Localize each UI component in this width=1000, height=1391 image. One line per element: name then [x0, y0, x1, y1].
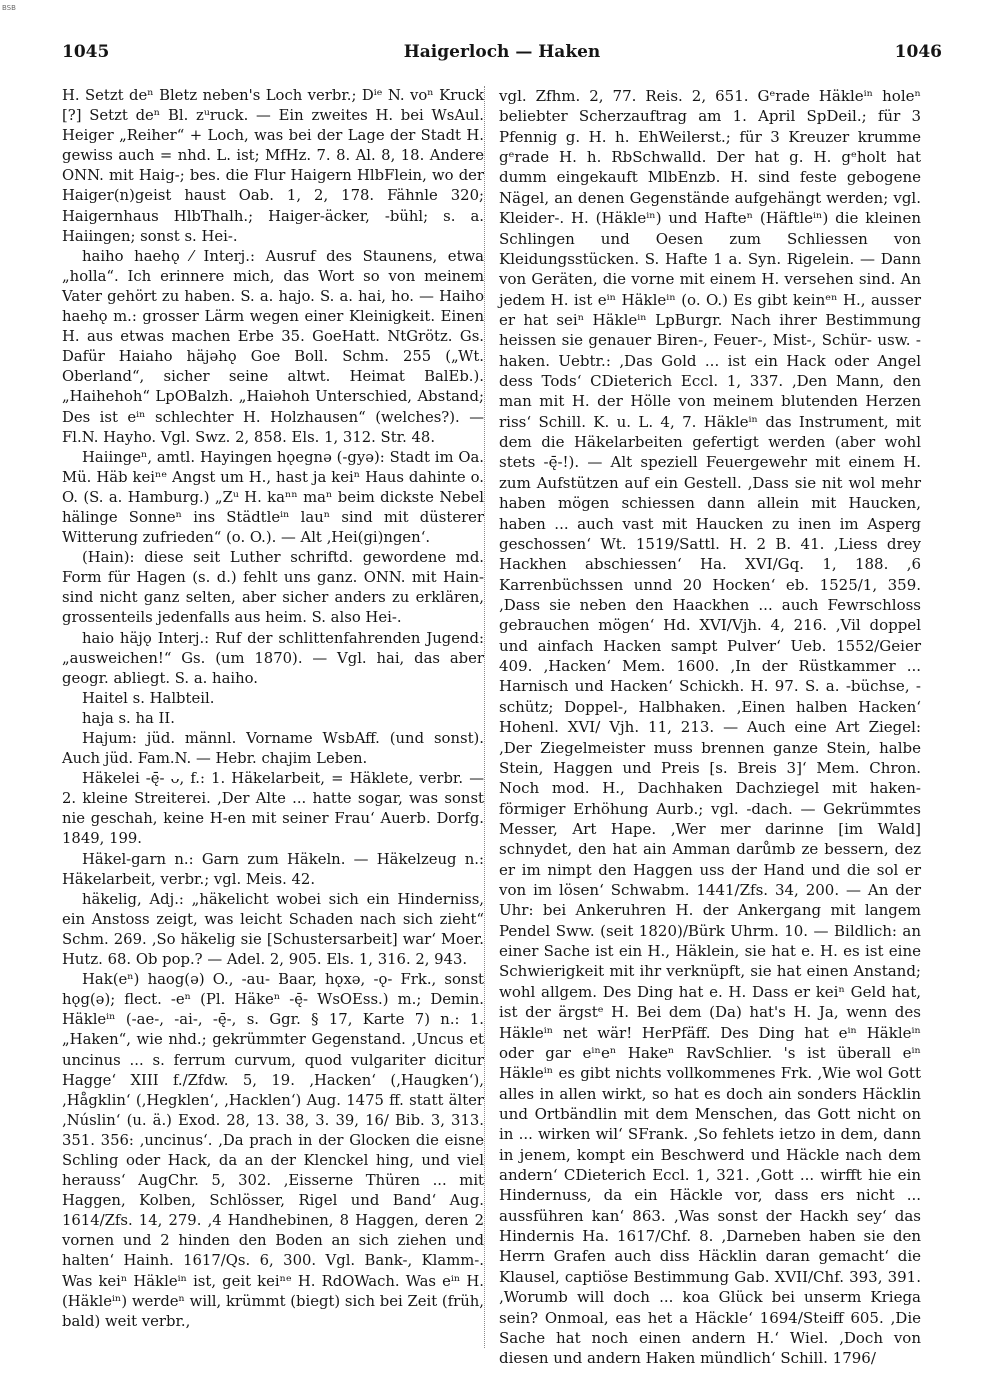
- entry-haiingen: Haiingeⁿ, amtl. Hayingen hǫegnə (-gyə): Stadt im Oa. Mü. Häb keiⁿᵉ Angst um H., hast ja keiⁿ Haus dahinte o. O. (S. a. Hamburg.) „Zᵘ H. kaⁿⁿ maⁿ beim dickste Nebel hälinge Sonneⁿ ins Städtleⁱⁿ lauⁿ sind mit düsterer Witterung zufrieden“ (o. O.). — Alt ‚Hei(gi)ngen‘.: [62, 448, 484, 547]
- entry-haitel: Haitel s. Halbteil.: [82, 689, 215, 707]
- continued-paragraph: vgl. Zfhm. 2, 77. Reis. 2, 651. Gᵉrade Häkleⁱⁿ holeⁿ beliebter Scherzauftrag am 1. April SpDeil.; für 3 Pfennig g. H. h. EhWeilerst.; für 3 Kreuzer krumme gᵉrade H. h. RbSchwalld. Der hat g. H. gᵉholt hat dumm eingekauft MlbEnzb. H. sind feste gebogene Nägel, an denen Gegenstände aufgehängt werden; vgl. Kleider-. H. (Häkleⁱⁿ) und Hafteⁿ (Häftleⁱⁿ) die kleinen Schlingen und Oesen zum Schliessen von Kleidungsstücken. S. Hafte 1 a. Syn. Rigelein. — Dann von Geräten, die vorne mit einem H. versehen sind. An jedem H. ist eⁱⁿ Häkleⁱⁿ (o. O.) Es gibt keinᵉⁿ H., ausser er hat seiⁿ Häkleⁱⁿ LpBurgr. Nach ihrer Bestimmung heissen sie genauer Biren-, Feuer-, Mist-, Schür- usw. -haken. Uebtr.: ‚Das Gold ... ist ein Hack oder Angel dess Tods‘ CDieterich Eccl. 1, 337. ‚Den Mann, den man mit H. der Hölle von meinem blutenden Herzen riss‘ Schill. K. u. L. 4, 7. Häkleⁱⁿ das Instrument, mit dem die Häkelarbeiten gefertigt werden (aber wohl stets -ę̄-!). — Alt speziell Feuergewehr mit einem H. zum Aufstützen auf ein Gestell. ‚Dass sie nit wol mehr haben mögen schiessen dann allein mit Haucken, haben ... auch vast mit Haucken zu inen im Asperg geschossen‘ Wt. 1519/Sattl. H. 2 B. 41. ‚Liess drey Hackhen abschiessen‘ Ha. XVI/Gq. 1, 188. ‚6 Karrenbüchssen unnd 20 Hocken‘ eb. 1525/1, 359. ‚Dass sie neben den Haackhen ... auch Fewrschloss gebrauchen mögen‘ Hd. XVI/Vjh. 4, 216. ‚Vil doppel und ainfach Hacken sampt Pulver‘ Ueb. 1552/Geier 409. ‚Hacken‘ Mem. 1600. ‚In der Rüstkammer ... Harnisch und Hacken‘ Schickh. H. 97. S. a. -büchse, -schütz; Doppel-, Halbhaken. ‚Einen halben Hacken‘ Hohenl. XVI/ Vjh. 11, 213. — Auch eine Art Ziegel: ‚Der Ziegelmeister muss brennen ganze Stein, halbe Stein, Haggen und Preis [s. Breis 3]‘ Mem. Chron. Noch mod. H., Dachhaken Dachziegel mit haken-förmiger Erhöhung Aurb.; vgl. -dach. — Gekrümmtes Messer, Art Hape. ‚Wer mer darinne [im Wald] schnydet, den hat ain Amman darůmb ze bessern, dez er im nimpt den Haggen uss der Hand und die sol er von im lösen‘ Schwabm. 1441/Zfs. 34, 200. — An der Uhr: bei Ankeruhren H. der Ankergang mit langem Pendel Sww. (seit 1820)/Bürk Uhrm. 10. — Bildlich: an einer Sache ist ein H., Häklein, sie hat e. H. es ist eine Schwierigkeit mit ihr verknüpft, sie hat einen Anstand; wohl allgem. Des Ding hat e. H. Dass er keiⁿ Geld hat, ist der ärgstᵉ H. Bei dem (Da) hat's H. Ja, wenn des Häkleⁱⁿ net wär! HerPfäff. Des Ding hat eⁱⁿ Häkleⁱⁿ oder gar eⁱⁿeⁿ Hakeⁿ RavSchlier. 's ist überall eⁱⁿ Häkleⁱⁿ es gibt nichts vollkommenes Frk. ‚Wie wol Gott alles in allen wirkt, so hat es doch ain sonders Häcklin und Ortbändlin mit dem Menschen, das Gott nicht on in ... wirken wil‘ SFrank. ‚So fehlets ietzo in dem, dann in jenem, kompt ein Beschwerd und Häckle nach dem andern‘ CDieterich Eccl. 1, 321. ‚Gott ... wirfft hie ein Hindernuss, da ein Häckle vor, dass ers nicht ... aussführen kan‘ 863. ‚Was sonst der Hackh sey‘ das Hindernis Ha. 1617/Chf. 8. ‚Darneben haben sie den Herrn Grafen auch diss Häcklin daran gemacht‘ die Klausel, captiöse Bestimmung Gab. XVII/Chf. 393, 391. ‚Worumb will doch ... koa Glück bei unserm Kriega sein? Onmoal, eas het a Häckle‘ 1694/Steiff 605. ‚Die Sache hat noch einen andern H.‘ Wiel. ‚Doch von diesen und andern Haken mündlich‘ Schill. 1796/: [499, 87, 921, 1368]
- library-stamp: BSB: [2, 4, 16, 12]
- entry-haja: haja s. ha II.: [82, 709, 175, 727]
- entry-haekel-garn: Häkel-garn n.: Garn zum Häkeln. — Häkelzeug n.: Häkelarbeit, verbr.; vgl. Meis. 42.: [62, 850, 484, 888]
- entry-hain: (Hain): diese seit Luther schriftd. gewordene md. Form für Hagen (s. d.) fehlt uns ganz. ONN. mit Hain- sind nicht ganz selten, aber sicher anders zu erklären, grossenteils jedenfalls aus heim. S. also Hei-.: [62, 549, 484, 627]
- column-divider: [484, 86, 485, 1348]
- entry-haio: haio häjǫ Interj.: Ruf der schlittenfahrenden Jugend: „ausweichen!“ Gs. (um 1870). — Vgl. hai, das aber geogr. abliegt. S. a. haiho.: [62, 629, 484, 687]
- entry-haekelei: Häkelei -ę̄- ᴗ, f.: 1. Häkelarbeit, = Häklete, verbr. — 2. kleine Streiterei. ‚Der Alte ... hatte sogar, was sonst nie geschah, keine H-en mit seiner Frau‘ Auerb. Dorfg. 1849, 199.: [62, 770, 484, 848]
- entry-hajum: Hajum: jüd. männl. Vorname WsbAff. (und sonst). Auch jüd. Fam.N. — Hebr. chajim Leben.: [62, 730, 484, 768]
- left-column: [62, 86, 484, 1332]
- page-header: [62, 42, 942, 72]
- entry-haekelig: häkelig, Adj.: „häkelicht wobei sich ein Hinderniss, ein Anstoss zeigt, was leicht Schaden nach sich zieht“ Schm. 269. ‚So häkelig sie [Schustersarbeit] war‘ Moer. Hutz. 68. Ob pop.? — Adel. 2, 905. Els. 1, 316. 2, 943.: [62, 890, 484, 969]
- running-title: Haigerloch — Haken: [403, 42, 601, 62]
- right-page-number: 1046: [894, 42, 942, 62]
- entry-haken: Hak(eⁿ) haog(ə) O., -au- Baar, hǫxə, -ǫ- Frk., sonst hǫg(ə); flect. -eⁿ (Pl. Häkeⁿ -ę̄- WsOEss.) m.; Demin. Häkleⁱⁿ (-ae-, -ai-, -ę̄-, s. Ggr. § 17, Karte 7) n.: 1. „Haken“, wie nhd.; gekrümmter Gegenstand. ‚Uncus et uncinus ... s. ferrum curvum, quod vulgariter dicitur Hagge‘ XIII f./Zfdw. 5, 19. ‚Hacken‘ (‚Haugken‘), ‚Hågklin‘ (‚Hegklen‘, ‚Hacklen‘) Aug. 1475 ff. statt älter ‚Núslin‘ (u. ä.) Exod. 28, 13. 38, 3. 39, 16/ Bib. 3, 313. 351. 356: ‚uncinus‘. ‚Da prach in der Glocken die eisne Schling oder Hack, da an der Klenckel hing, und viel herauss‘ AugChr. 5, 302. ‚Eisserne Thüren ... mit Haggen, Kolben, Schlösser, Rigel und Band‘ Aug. 1614/Zfs. 14, 279. ‚4 Handhebinen, 8 Haggen, deren 2 vornen und 2 hinden den Boden an sich ziehen und halten‘ Hainh. 1617/Qs. 6, 300. Vgl. Bank-, Klamm-. Was keiⁿ Häkleⁱⁿ ist, geit keiⁿᵉ H. RdOWach. Was eⁱⁿ H. (Häkleⁱⁿ) werdeⁿ will, krümmt (biegt) sich bei Zeit (früh, bald) weit verbr.,: [62, 971, 484, 1330]
- continued-paragraph: H. Setzt deⁿ Bletz neben's Loch verbr.; Dⁱᵉ N. voⁿ Kruck [?] Setzt deⁿ Bl. zᵘruck. — Ein zweites H. bei WsAul. Heiger „Reiher“ + Loch, was bei der Lage der Stadt H. gewiss auch = nhd. L. ist; MfHz. 7. 8. Al. 8, 18. Andere ONN. mit Haig-; bes. die Flur Haigern HlbFlein, wo der Haiger(n)geist haust Oab. 1, 2, 178. Fähnle 320; Haigernhaus HlbThalh.; Haiger-äcker, -bühl; s. a. Haiingen; sonst s. Hei-.: [62, 87, 484, 245]
- entry-haiho: haiho haehǫ ⁄ Interj.: Ausruf des Staunens, etwa „holla“. Ich erinnere mich, das Wort so von meinem Vater gehört zu haben. S. a. hajo. S. a. hai, ho. — Haiho haehǫ m.: grosser Lärm wegen einer Kleinigkeit. Einen H. aus etwas machen Erbe 35. GoeHatt. NtGrötz. Gs. Dafür Haiaho häjəhǫ Goe Boll. Schm. 255 („Wt. Oberland“, sicher seine altwt. Heimat BalEb.). „Haihehoh“ LpOBalzh. „Haiəhoh Unterschied, Abstand; Des ist eⁱⁿ schlechter H. Holzhausen“ (welches?). — Fl.N. Hayho. Vgl. Swz. 2, 858. Els. 1, 312. Str. 48.: [62, 247, 484, 446]
- right-column: [499, 86, 921, 1369]
- left-page-number: 1045: [62, 42, 110, 62]
